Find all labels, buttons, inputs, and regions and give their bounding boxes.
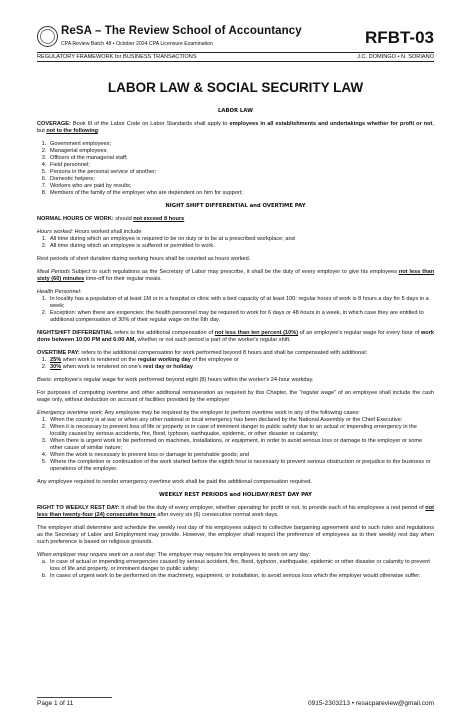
- meal-periods-paragraph: Meal Periods Subject to such regulations as the Secretary of Labor may prescribe, it shall be the duty of every employer to give his employees not less than sixty (60) minutes time-off for their regular meals.: [37, 269, 435, 282]
- list-item: 1. In locality has a population of at least 1M or in a hospital or clinic with a bed capacity of at least 100: regular hours of work is 8 hours a day for 5 days in a week;: [48, 296, 434, 310]
- resa-logo-icon: [37, 26, 58, 47]
- list-item: 3. When there is urgent work to be performed on machines, installations, or equipment, in order to avoid serious loss or damage to the employer or some other cause of similar nature;: [48, 438, 434, 452]
- header-rule-bottom: [37, 61, 434, 62]
- rest-day-work-list: [37, 559, 434, 580]
- rest-day-work-paragraph: When employer may require work on a rest day: The employer may require his employees to work on any day:: [37, 552, 311, 558]
- list-item: 2. All time during which an employee is suffered or permitted to work.: [48, 243, 434, 250]
- page-number: Page 1 of 11: [37, 700, 74, 707]
- list-item: 3. Officers of the managerial staff;: [48, 155, 434, 162]
- page-header: [37, 0, 434, 60]
- normal-hours-paragraph: NORMAL HOURS OF WORK: should not exceed 8 hours: [37, 216, 185, 222]
- document-body: [37, 80, 434, 586]
- list-item: 4. When the work is necessary to prevent loss or damage to perishable goods; and: [48, 452, 434, 459]
- section-heading-weekly-rest: WEEKLY REST PERIODS and HOLIDAY/REST DAY PAY: [159, 492, 312, 498]
- hours-worked-list: [37, 236, 434, 250]
- list-item: 6. Domestic helpers;: [48, 176, 434, 183]
- section-heading-night-shift: NIGHT SHIFT DIFFERENTIAL and OVERTIME PAY: [165, 203, 306, 209]
- health-personnel-heading: Health Personnel:: [37, 289, 82, 295]
- rest-periods-paragraph: Rest periods of short duration during working hours shall be counted as hours worked.: [37, 256, 251, 262]
- brand-name: ReSA – The Review School of Accountancy: [61, 25, 302, 37]
- list-item: a. In case of actual or impending emergencies caused by serious accident, fire, flood, typhoon, earthquake, epidemic or other disaster or calamity to prevent loss of life and property, or imminent danger to public safety;: [48, 559, 434, 573]
- rest-day-schedule-paragraph: The employer shall determine and schedule the weekly rest day of his employees subject to collective bargaining agreement and to such rules and regulations as the Secretary of Labor and Employment may provide. However, the employer shall respect the preference of employees as to their weekly rest day when such preference is based on religious grounds.: [37, 525, 434, 545]
- list-item: 1. Government employees;: [48, 141, 434, 148]
- footer-rule: [37, 697, 112, 698]
- health-personnel-list: [37, 296, 434, 324]
- authors: J.C. DOMINGO • N. SORIANO: [357, 54, 434, 60]
- list-item: 1. When the country is at war or when any other national or local emergency has been declared by the National Assembly or the Chief Executive;: [48, 417, 434, 424]
- header-rule-top: [37, 52, 434, 53]
- subject-title: REGULATORY FRAMEWORK for BUSINESS TRANSACTIONS: [37, 54, 197, 60]
- list-item: 1. All time during which an employee is required to be on duty or to be at a prescribed workplace; and: [48, 236, 434, 243]
- overtime-rates-list: [37, 357, 434, 371]
- list-item: 8. Members of the family of the employer who are dependent on him for support;: [48, 190, 434, 197]
- list-item: 2. Managerial employees;: [48, 148, 434, 155]
- contact-info: 0915-2303213 • resacpareview@gmail.com: [308, 700, 434, 707]
- page-title: LABOR LAW & SOCIAL SECURITY LAW: [107, 80, 364, 95]
- list-item: b. In cases of urgent work to be performed on the machinery, equipment, or installation, to avoid serious loss which the employer would otherwise suffer;: [48, 573, 434, 580]
- emergency-paid-paragraph: Any employee required to render emergency overtime work shall be paid the additional compensation required.: [37, 479, 312, 485]
- section-heading-labor-law: LABOR LAW: [217, 108, 254, 114]
- emergency-overtime-paragraph: Emergency overtime work: Any employee may be required by the employer to perform overtime work in any of the following cases:: [37, 410, 360, 416]
- coverage-exclusions-list: [37, 141, 434, 197]
- list-item: 2. Exception: when there are exigencies: the health personnel may be required to work for 6 days or 48 hours in a week, in which case they are entitled to additional compensation of 30% of their regular wage on the 6th day.: [48, 310, 434, 324]
- document-code: RFBT-03: [365, 28, 434, 47]
- coverage-paragraph: COVERAGE: Book III of the Labor Code on Labor Standards shall apply to employees in all establishments and undertakings whether for profit or not, but not to the following:: [37, 121, 434, 134]
- basis-paragraph: Basis: employee's regular wage for work performed beyond eight (8) hours within the worker's 24-hour workday.: [37, 377, 314, 383]
- list-item: 4. Field personnel;: [48, 162, 434, 169]
- hours-worked-heading: Hours worked: Hours worked shall include: [37, 229, 142, 235]
- list-item: 1. 25% when work is rendered on the regular working day of the employee or: [48, 357, 434, 364]
- regular-wage-paragraph: For purposes of computing overtime and other additional remuneration as required by this Chapter, the "regular wage" of an employee shall include the cash wage only, without deduction on account of facilities provided by the employer: [37, 390, 435, 403]
- overtime-pay-paragraph: OVERTIME PAY: refers to the additional compensation for work performed beyond 8 hours and shall be compensated with additional:: [37, 350, 368, 356]
- list-item: 2. 30% when work is rendered on one's rest day or holiday: [48, 364, 434, 371]
- list-item: 5. Where the completion or continuation of the work started before the eighth hour is necessary to prevent serious obstruction or prejudice to the business or operations of the employer.: [48, 459, 434, 473]
- list-item: 5. Persons in the personal service of another;: [48, 169, 434, 176]
- weekly-rest-paragraph: RIGHT TO WEEKLY REST DAY: It shall be the duty of every employer, whether operating for profit or not, to provide each of his employees a rest period of not less than twenty-four (24) consecutive hours after every six (6) consecutive normal work days.: [37, 505, 434, 518]
- emergency-overtime-list: [37, 417, 434, 473]
- list-item: 2. When it is necessary to prevent loss of life or property or in case of imminent danger to public safety due to an actual or impending emergency in the locality caused by serious accidents, fire, flood, typhoon, earthquake, epidemic, or other disaster or calamity;: [48, 424, 434, 438]
- list-item: 7. Workers who are paid by results;: [48, 183, 434, 190]
- batch-line: CPA Review Batch 48 • October 2024 CPA Licensure Examination: [61, 41, 213, 47]
- night-shift-paragraph: NIGHTSHIFT DIFFERENTIAL refers to the additional compensation of not less than ten percent (10%) of an employee's regular wage for every hour of work done between 10:00 PM and 6:00 AM, whether or not such period is part of the worker's regular shift.: [37, 330, 434, 343]
